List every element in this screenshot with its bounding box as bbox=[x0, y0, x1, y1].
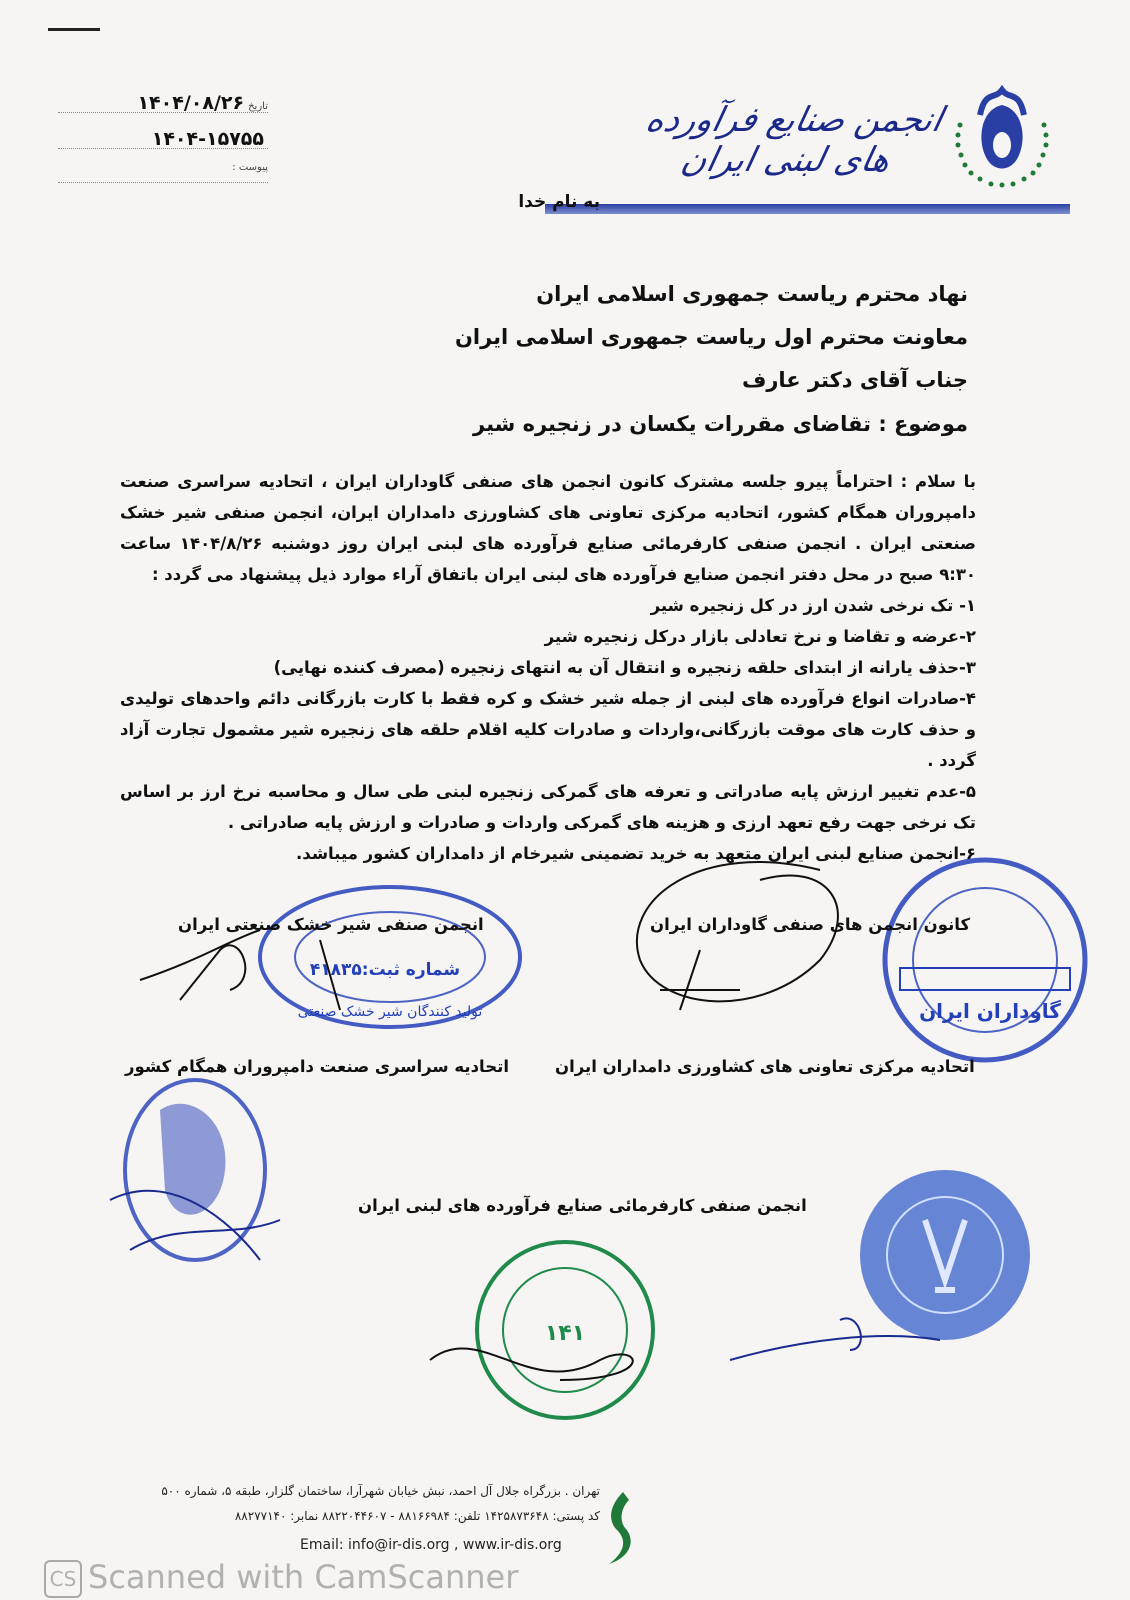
cattle-stamp-text: گاوداران ایران bbox=[919, 999, 1061, 1023]
body-intro: با سلام : احتراماً پیرو جلسه مشترک کانون انجمن های صنفی گاوداران ایران ، اتحادیه سراسری صنعت دامپروران همگام کشور، اتحادیه مرکزی تعاونی های کشاورزی دامداران ایران، انجمن صنفی شیر خشک صنعتی ایران . انجمن صنفی کارفرمائی صنایع فرآورده های لبنی ایران روز دوشنبه ۱۴۰۴/۸/۲۶ ساعت ۹:۳۰ صبح در محل دفتر انجمن صنایع فرآورده های لبنی ایران باتفاق آراء موارد ذیل پیشنهاد می گردد : bbox=[120, 472, 977, 584]
item-6: ۶-انجمن صنایع لبنی ایران متعهد به خرید تضمینی شیرخام از دامداران کشور میباشد. bbox=[296, 844, 976, 863]
letter-number: ۱۴۰۴-۱۵۷۵۵ bbox=[151, 128, 264, 150]
signatory-livestock-coops: اتحادیه مرکزی تعاونی های کشاورزی دامداران ایران bbox=[555, 1057, 975, 1076]
signatory-livestock-industry: اتحادیه سراسری صنعت دامپروران همگام کشور bbox=[125, 1057, 509, 1076]
item-3: ۳-حذف یارانه از ابتدای حلقه زنجیره و انتقال آن به انتهای زنجیره (مصرف کننده نهایی) bbox=[273, 658, 976, 677]
bismillah: به نام خدا bbox=[518, 192, 600, 212]
milk-powder-stamp-icon bbox=[260, 887, 520, 1027]
addressee-vice-president: معاونت محترم اول ریاست جمهوری اسلامی ایران bbox=[454, 325, 968, 349]
addressee-name: جناب آقای دکتر عارف bbox=[741, 368, 968, 392]
leaf-logo-icon bbox=[605, 1490, 635, 1568]
signatory-milk-powder: انجمن صنفی شیر خشک صنعتی ایران bbox=[178, 915, 484, 934]
attachment-label: پیوست : bbox=[232, 162, 268, 173]
signatory-dairy-employers: انجمن صنفی کارفرمائی صنایع فرآورده های لبنی ایران bbox=[358, 1196, 807, 1215]
watermark-text: Scanned with CamScanner bbox=[88, 1558, 519, 1596]
item-4: ۴-صادرات انواع فرآورده های لبنی از جمله شیر خشک و کره فقط با کارت بازرگانی دائم واحدهای تولیدی و حذف کارت های موقت بازرگانی،واردات و صادرات کلیه اقلام حلقه های زنجیره شیر مشمول تجارت آزاد گردد . bbox=[120, 689, 976, 770]
association-logo-icon bbox=[950, 85, 1055, 195]
footer-address: تهران . بزرگراه جلال آل احمد، نبش خیابان شهرآرا، ساختمان گلزار، طبقه ۵، شماره ۵۰۰ bbox=[161, 1484, 600, 1498]
item-5: ۵-عدم تغییر ارزش پایه صادراتی و تعرفه های گمرکی زنجیره لبنی طی سال و محاسبه نرخ ارز بر اساس تک نرخی جهت رفع تعهد ارزی و هزینه های گمرکی واردات و صادرات و ارزش پایه صادراتی . bbox=[120, 782, 976, 832]
camscanner-watermark bbox=[44, 1558, 518, 1598]
date-field bbox=[58, 92, 268, 113]
camscanner-badge-icon: CS bbox=[44, 1560, 82, 1598]
livestock-industry-emblem-icon bbox=[110, 1080, 280, 1260]
number-field bbox=[58, 128, 268, 149]
milk-powder-reg-text: شماره ثبت:۴۱۸۳۵ bbox=[309, 960, 461, 980]
dairy-stamp-number: ۱۴۱ bbox=[544, 1321, 586, 1346]
cattle-breeders-stamp-icon bbox=[885, 860, 1085, 1060]
addressee-presidency: نهاد محترم ریاست جمهوری اسلامی ایران bbox=[536, 282, 968, 306]
signatory-cattle-breeders: کانون انجمن های صنفی گاوداران ایران bbox=[650, 915, 971, 934]
letter-body bbox=[120, 466, 976, 869]
footer-contact: کد پستی: ۱۴۲۵۸۷۳۶۴۸ تلفن: ۸۸۱۶۶۹۸۴ - ۸۸۲۲۰۴۴۶۰۷ نمابر: ۸۸۲۷۷۱۴۰ bbox=[234, 1509, 600, 1523]
item-2: ۲-عرضه و تقاضا و نرخ تعادلی بازار درکل زنجیره شیر bbox=[544, 627, 976, 646]
logo-underline bbox=[545, 204, 1070, 214]
top-rule bbox=[48, 28, 100, 31]
association-logo-text: انجمن صنایع فرآورده های لبنی ایران bbox=[642, 100, 947, 180]
subject-line: موضوع : تقاضای مقررات یکسان در زنجیره شیر bbox=[473, 412, 968, 436]
item-1: ۱- تک نرخی شدن ارز در کل زنجیره شیر bbox=[650, 596, 976, 615]
date-label: تاریخ bbox=[248, 101, 268, 112]
footer-email-website: Email: info@ir-dis.org , www.ir-dis.org bbox=[300, 1537, 562, 1553]
milk-powder-name-text: تولید کنندگان شیر خشک صنعتی bbox=[297, 1004, 483, 1020]
dairy-employers-stamp-icon bbox=[430, 1242, 653, 1418]
attachment-field bbox=[58, 162, 268, 183]
date-value: ۱۴۰۴/۰۸/۲۶ bbox=[137, 92, 245, 114]
